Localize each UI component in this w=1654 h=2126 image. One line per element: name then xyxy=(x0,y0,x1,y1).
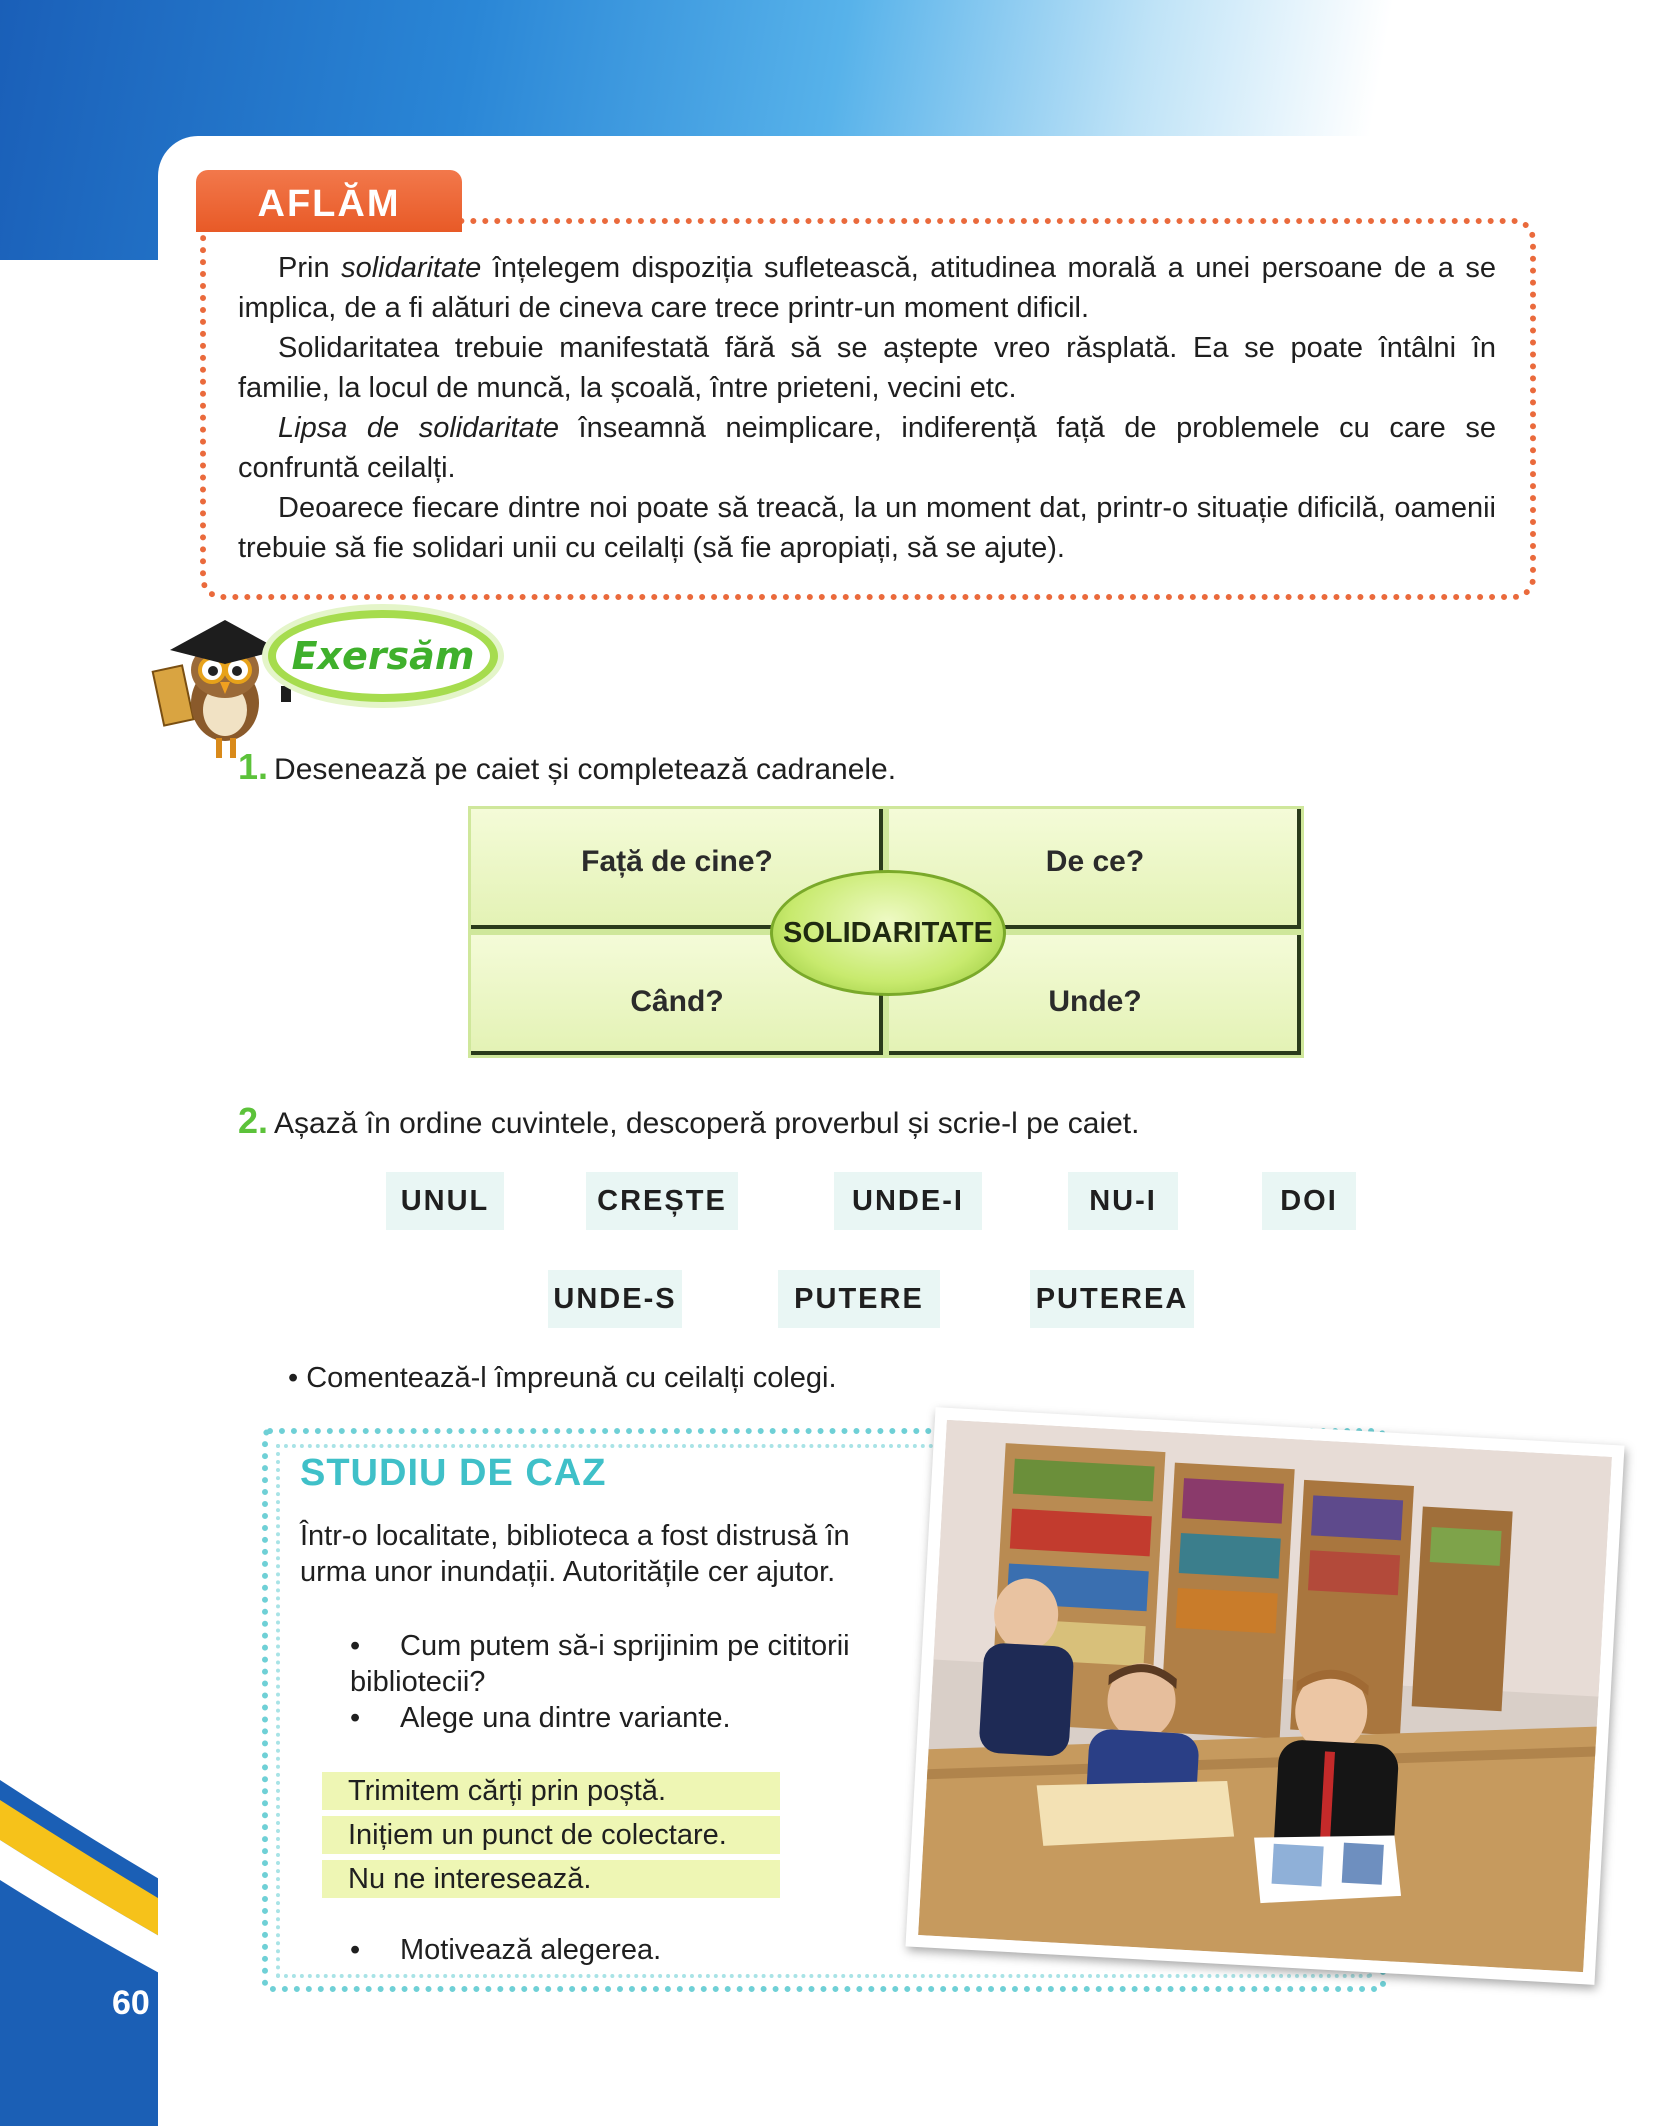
exersam-label: Exersăm xyxy=(291,634,475,678)
quadrant-top-right: De ce? xyxy=(886,806,1304,932)
aflam-paragraph-4: Deoarece fiecare dintre noi poate să treacă, la un moment dat, printr-o situație dificilă, oamenii trebuie să fie solidari unii cu ceilalți (să fie apropiați, să se ajute). xyxy=(238,492,1496,564)
case-study-title: STUDIU DE CAZ xyxy=(300,1452,607,1494)
word-card: PUTEREA xyxy=(1030,1270,1194,1328)
word-card: UNUL xyxy=(386,1172,504,1230)
aflam-paragraph-1: Prin solidaritate înțelegem dispoziția sufletească, atitudinea morală a unei persoane de a se implica, de a fi alături de cineva care trece printr-un moment dificil. xyxy=(238,252,1496,324)
quadrant-grid xyxy=(468,806,1304,1058)
comment-instruction: • Comentează-l împreună cu ceilalți colegi. xyxy=(288,1362,837,1394)
quadrant-bottom-left: Când? xyxy=(468,932,886,1058)
word-card: DOI xyxy=(1262,1172,1356,1230)
case-bullet-1: • Cum putem să-i sprijinim pe cititorii xyxy=(350,1630,850,1662)
aflam-paragraph-3: Lipsa de solidaritate înseamnă neimplicare, indiferență față de problemele cu care se confruntă ceilalți. xyxy=(238,412,1496,484)
word-card: UNDE-I xyxy=(834,1172,982,1230)
exersam-heading xyxy=(268,610,498,702)
quadrant-center-oval: SOLIDARITATE xyxy=(770,870,1006,996)
quadrant-top-left: Față de cine? xyxy=(468,806,886,932)
option-2: Inițiem un punct de colectare. xyxy=(322,1816,780,1854)
task-1 xyxy=(238,746,896,788)
task-2-number: 2. xyxy=(238,1100,269,1141)
word-card: NU-I xyxy=(1068,1172,1178,1230)
owl-mascot-icon xyxy=(150,598,300,758)
aflam-paragraph-2: Solidaritatea trebuie manifestată fără să se aștepte vreo răsplată. Ea se poate întâlni în familie, la locul de muncă, la școală, între prieteni, vecini etc. xyxy=(238,332,1496,404)
task-1-number: 1. xyxy=(238,746,269,787)
case-study-text: Într-o localitate, biblioteca a fost distrusă în urma unor inundații. Autoritățile cer ajutor. xyxy=(300,1520,850,1588)
option-1: Trimitem cărți prin poștă. xyxy=(322,1772,780,1810)
word-card: UNDE-S xyxy=(548,1270,682,1328)
task-2-text: Așază în ordine cuvintele, descoperă proverbul și scrie-l pe caiet. xyxy=(274,1107,1140,1140)
library-photo xyxy=(905,1407,1624,1985)
case-bullet-2: • Alege una dintre variante. xyxy=(350,1702,731,1734)
aflam-box xyxy=(200,218,1536,600)
page-number: 60 xyxy=(112,1984,150,2022)
task-1-text: Desenează pe caiet și completează cadranele. xyxy=(274,753,897,786)
aflam-title: AFLĂM xyxy=(196,170,462,232)
case-bullet-3: • Motivează alegerea. xyxy=(350,1934,662,1966)
term-lipsa-solidaritate: Lipsa de solidaritate xyxy=(278,412,559,444)
option-3: Nu ne interesează. xyxy=(322,1860,780,1898)
word-card: CREȘTE xyxy=(586,1172,738,1230)
word-card: PUTERE xyxy=(778,1270,940,1328)
case-bullet-1-cont: bibliotecii? xyxy=(350,1666,486,1698)
term-solidaritate: solidaritate xyxy=(341,252,482,284)
task-2 xyxy=(238,1100,1139,1142)
quadrant-bottom-right: Unde? xyxy=(886,932,1304,1058)
